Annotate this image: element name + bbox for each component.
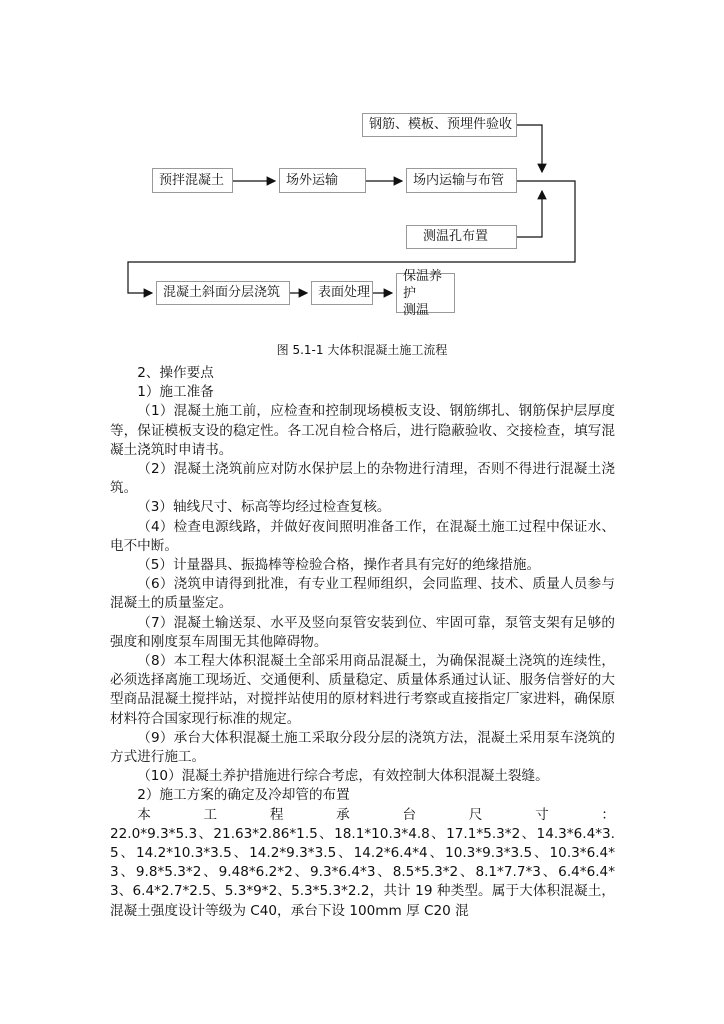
flow-box-rebar-inspection: 钢筋、模板、预埋件验收: [362, 113, 517, 137]
flow-box-curing-line1: 保温养护: [403, 268, 443, 301]
subsection-heading-prep: 1）施工准备: [137, 384, 214, 401]
paragraph-10: （10）混凝土养护措施进行综合考虑，有效控制大体积混凝土裂缝。: [137, 768, 549, 785]
spread-char: 承: [336, 806, 350, 823]
paragraph-7: （7）混凝土输送泵、水平及竖向泵管安装到位、牢固可靠，泵管支架有足够的强度和刚度泵车周围无其他障碍物。: [110, 614, 615, 650]
paragraph-5: （5）计量器具、振捣棒等检验合格，操作者具有完好的绝缘措施。: [137, 557, 541, 574]
spread-char: ：: [601, 806, 615, 823]
paragraph-9: （9）承台大体积混凝土施工采取分段分层的浇筑方法，混凝土采用泵车浇筑的方式进行施工。: [110, 729, 615, 766]
paragraph-4: （4）检查电源线路，并做好夜间照明准备工作，在混凝土施工过程中保证水、电不中断。: [110, 518, 615, 554]
spread-char: 寸: [535, 806, 549, 823]
spread-char: 尺: [468, 806, 483, 823]
subsection-heading-plan: 2）施工方案的确定及冷却管的布置: [137, 787, 350, 804]
arrow-temp-to-junction: [517, 191, 542, 237]
flow-box-premix-concrete: 预拌混凝土: [152, 168, 233, 193]
body-text: [110, 364, 615, 921]
arrow-rebar-to-junction: [517, 125, 542, 172]
flow-box-curing: [396, 268, 455, 318]
spread-char: 程: [269, 806, 284, 823]
paragraph-1: （1）混凝土施工前，应检查和控制现场模板支设、钢筋绑扎、钢筋保护层厚度等，保证模板支设的稳定性。各工况自检合格后，进行隐蔽验收、交接检查，填写混凝土浇筑时申请书。: [110, 403, 615, 458]
spread-line: [110, 806, 615, 825]
flow-box-temperature-holes: 测温孔布置: [406, 225, 517, 249]
flow-box-inclined-pouring: 混凝土斜面分层浇筑: [156, 281, 290, 305]
paragraph-2: （2）混凝土浇筑前应对防水保护层上的杂物进行清理，否则不得进行混凝土浇筑。: [110, 461, 615, 497]
figure-caption: 图 5.1-1 大体积混凝土施工流程: [276, 343, 448, 357]
paragraph-11: 22.0*9.3*5.3、21.63*2.86*1.5、18.1*10.3*4.8、17.1*5.3*2、14.3*6.4*3.5、14.2*10.3*3.5、14.2*9.3*3.5、14.2*6.4*4、10.3*9.3*3.5、10.3*6.4*3、9.8*5.3*2、9.48*6.2*2、9.3*6.4*3、8.5*5.3*2、8.1*7.7*3、6.4*6.4*3、6.4*2.7*2.5、5.3*9*2、5.3*5.3*2.2，共计 19 种类型。属于大体积混凝土，混凝土强度设计等级为 C40，承台下设 100mm 厚 C20 混: [110, 825, 615, 919]
paragraph-6: （6）浇筑申请得到批准，有专业工程师组织，会同监理、技术、质量人员参与混凝土的质量鉴定。: [110, 576, 615, 612]
spread-char: 本: [137, 806, 151, 823]
spread-char: 工: [203, 806, 218, 823]
flow-box-surface-treatment: 表面处理: [311, 281, 373, 305]
flow-box-onsite-transport: 场内运输与布管: [406, 168, 517, 193]
spread-char: 台: [402, 806, 417, 823]
paragraph-8: （8）本工程大体积混凝土全部采用商品混凝土，为确保混凝土浇筑的连续性，必须选择离施工现场近、交通便利、质量稳定、质量体系通过认证、服务信誉好的大型商品混凝土搅拌站，对搅拌站使用的原材料进行考察或直接指定厂家进料，确保原材料符合国家现行标准的规定。: [110, 653, 615, 727]
paragraph-3: （3）轴线尺寸、标高等均经过检查复核。: [137, 499, 391, 516]
flow-box-curing-line2: 测温: [403, 302, 430, 318]
section-heading: 2、操作要点: [137, 365, 214, 381]
flow-box-offsite-transport: 场外运输: [279, 168, 366, 193]
